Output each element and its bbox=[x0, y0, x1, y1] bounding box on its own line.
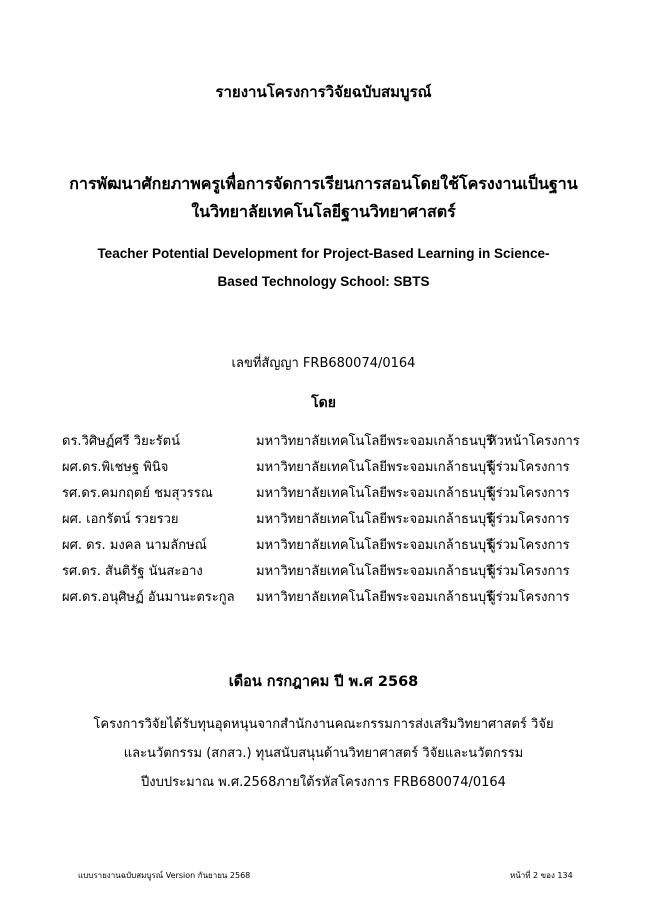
team-member-row bbox=[62, 482, 622, 508]
member-name: ดร.วิศิษฏ์ศรี วิยะรัตน์ bbox=[62, 434, 180, 449]
member-organization: มหาวิทยาลัยเทคโนโลยีพระจอมเกล้าธนบุรี bbox=[256, 512, 494, 527]
team-member-row bbox=[62, 508, 622, 534]
footer-version: แบบรายงานฉบับสมบูรณ์ Version กันยายน 2568 bbox=[78, 871, 251, 880]
funding-line-1: โครงการวิจัยได้รับทุนอุดหนุนจากสำนักงานคณะกรรมการส่งเสริมวิทยาศาสตร์ วิจัย bbox=[93, 717, 554, 732]
member-organization: มหาวิทยาลัยเทคโนโลยีพระจอมเกล้าธนบุรี bbox=[256, 486, 494, 501]
funding-line-3: ปีงบประมาณ พ.ศ.2568ภายใต้รหัสโครงการ FRB680074/0164 bbox=[141, 775, 506, 790]
thai-title bbox=[0, 170, 647, 226]
member-name: ผศ.ดร.พิเชษฐ พินิจ bbox=[62, 460, 169, 475]
team-member-row bbox=[62, 586, 622, 612]
member-role: ผู้ร่วมโครงการ bbox=[488, 512, 570, 527]
member-role: ผู้ร่วมโครงการ bbox=[488, 486, 570, 501]
contract-number: เลขที่สัญญา FRB680074/0164 bbox=[231, 356, 416, 371]
thai-title-line-2: ในวิทยาลัยเทคโนโลยีฐานวิทยาศาสตร์ bbox=[191, 202, 456, 221]
member-role: หัวหน้าโครงการ bbox=[488, 434, 580, 449]
funding-statement bbox=[0, 710, 647, 797]
footer-page-number: หน้าที่ 2 ของ 134 bbox=[510, 871, 573, 880]
member-organization: มหาวิทยาลัยเทคโนโลยีพระจอมเกล้าธนบุรี bbox=[256, 538, 494, 553]
report-date: เดือน กรกฎาคม ปี พ.ศ 2568 bbox=[228, 674, 419, 690]
by-label: โดย bbox=[311, 395, 336, 411]
english-title bbox=[0, 240, 647, 296]
member-organization: มหาวิทยาลัยเทคโนโลยีพระจอมเกล้าธนบุรี bbox=[256, 434, 494, 449]
member-role: ผู้ร่วมโครงการ bbox=[488, 564, 570, 579]
member-organization: มหาวิทยาลัยเทคโนโลยีพระจอมเกล้าธนบุรี bbox=[256, 564, 494, 579]
member-name: ผศ.ดร.อนุศิษฏ์ อันมานะตระกูล bbox=[62, 590, 235, 605]
member-organization: มหาวิทยาลัยเทคโนโลยีพระจอมเกล้าธนบุรี bbox=[256, 590, 494, 605]
team-member-row bbox=[62, 560, 622, 586]
team-member-row bbox=[62, 534, 622, 560]
member-role: ผู้ร่วมโครงการ bbox=[488, 538, 570, 553]
report-type-heading: รายงานโครงการวิจัยฉบับสมบูรณ์ bbox=[215, 83, 432, 101]
english-title-line-2: Based Technology School: SBTS bbox=[217, 274, 430, 289]
research-team-list bbox=[62, 430, 622, 612]
team-member-row bbox=[62, 456, 622, 482]
team-member-row bbox=[62, 430, 622, 456]
member-name: ผศ. เอกรัตน์ รวยรวย bbox=[62, 512, 179, 527]
thai-title-line-1: การพัฒนาศักยภาพครูเพื่อการจัดการเรียนการสอนโดยใช้โครงงานเป็นฐาน bbox=[69, 174, 578, 193]
member-organization: มหาวิทยาลัยเทคโนโลยีพระจอมเกล้าธนบุรี bbox=[256, 460, 494, 475]
member-role: ผู้ร่วมโครงการ bbox=[488, 590, 570, 605]
funding-line-2: และนวัตกรรม (สกสว.) ทุนสนับสนุนด้านวิทยาศาสตร์ วิจัยและนวัตกรรม bbox=[123, 746, 524, 761]
english-title-line-1: Teacher Potential Development for Project-Based Learning in Science- bbox=[97, 246, 550, 261]
member-name: รศ.ดร. สันติรัฐ นันสะอาง bbox=[62, 564, 203, 579]
member-name: รศ.ดร.คมกฤตย์ ชมสุวรรณ bbox=[62, 486, 213, 501]
member-name: ผศ. ดร. มงคล นามลักษณ์ bbox=[62, 538, 207, 553]
member-role: ผู้ร่วมโครงการ bbox=[488, 460, 570, 475]
